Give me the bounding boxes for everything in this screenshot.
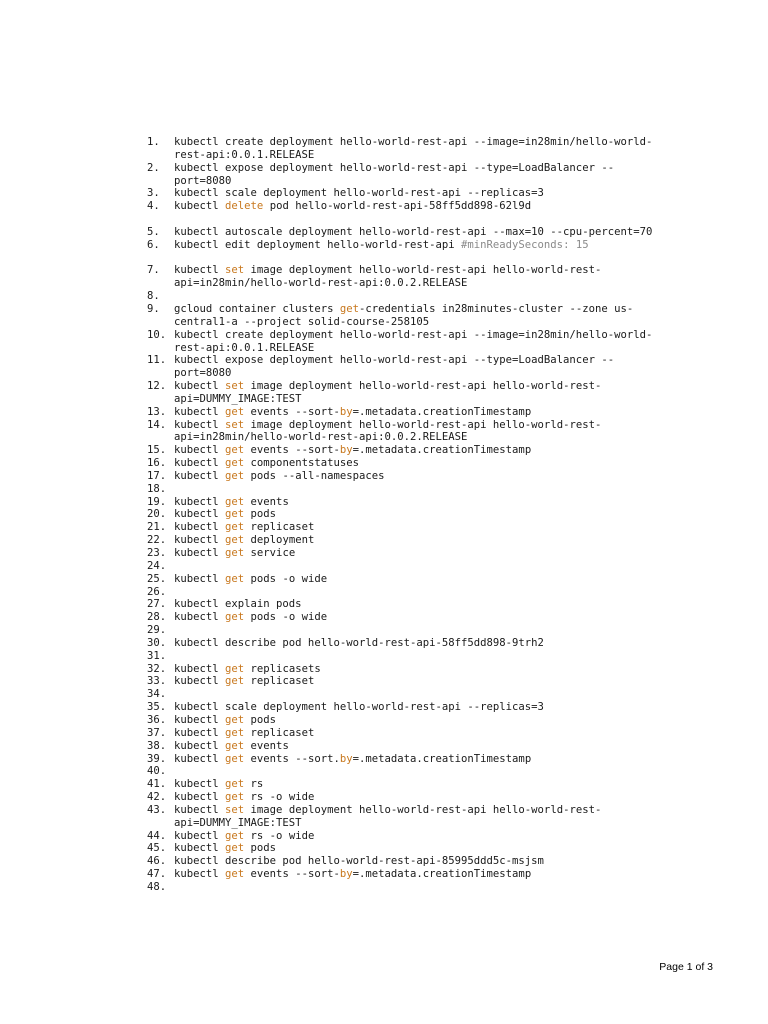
line-number: 24. [147,559,167,572]
code-token: rest-api:0.0.1.RELEASE [174,341,315,354]
line-text [174,406,531,419]
code-line [147,200,652,213]
line-number: 27. [147,598,167,611]
line-text [174,868,531,881]
line-text [174,817,302,830]
code-token: kubectl scale deployment hello-world-rest-api --replicas=3 [174,187,544,200]
keyword-token: delete [225,200,264,213]
code-line [147,226,652,239]
comment-token: #minReadySeconds: 15 [461,238,589,251]
code-line [147,868,652,881]
keyword-token: get [225,457,245,470]
keyword-token: get [225,752,245,765]
line-number [147,817,174,830]
keyword-token: get [225,842,245,855]
code-line [147,264,652,277]
code-line [147,187,652,200]
keyword-token: get [225,829,245,842]
code-token: kubectl autoscale deployment hello-world-rest-api --max=10 --cpu-percent=70 [174,225,653,238]
blank-line [147,213,652,226]
line-number: 16. [147,457,167,470]
code-line [147,560,652,573]
code-token: kubectl [174,752,226,765]
keyword-token: get [225,778,245,791]
line-number: 13. [147,405,167,418]
code-token: pods --all-namespaces [244,469,385,482]
line-number: 31. [147,649,167,662]
code-line [147,740,652,753]
code-line [147,791,652,804]
line-text [174,573,327,586]
line-text [174,200,531,213]
code-line [147,329,652,342]
line-number: 46. [147,855,167,868]
code-token: kubectl create deployment hello-world-rest-api --image=in28min/hello-world- [174,136,653,148]
line-text [174,303,633,316]
line-number: 6. [147,238,160,251]
code-token: pods -o wide [244,572,328,585]
line-number: 37. [147,726,167,739]
line-number: 43. [147,803,167,816]
line-number: 32. [147,662,167,675]
code-token: events --sort- [244,405,340,418]
line-number: 33. [147,675,167,688]
line-text [174,714,276,727]
line-number: 28. [147,611,167,624]
line-number: 17. [147,469,167,482]
line-text [174,547,295,560]
line-text [174,855,544,868]
code-line [147,483,652,496]
code-token: kubectl [174,726,226,739]
code-line [147,444,652,457]
line-number: 47. [147,868,167,881]
keyword-token: set [225,803,245,816]
code-token: kubectl [174,508,226,521]
code-line [147,419,652,432]
code-token: kubectl [174,521,226,534]
line-number: 14. [147,418,167,431]
line-text [174,239,589,252]
line-text [174,534,314,547]
line-number: 8. [147,290,160,303]
code-token: port=8080 [174,174,232,187]
code-token: kubectl [174,405,226,418]
line-text [174,342,314,355]
code-token: componentstatuses [244,457,359,470]
code-token: image deployment hello-world-rest-api hello-world-rest- [244,264,602,277]
line-number: 15. [147,444,167,457]
code-line [147,149,652,162]
code-token: kubectl [174,662,226,675]
code-line [147,573,652,586]
code-token: kubectl [174,418,226,431]
line-number [147,393,174,406]
keyword-token: get [225,791,245,804]
code-line [147,354,652,367]
code-token: events --sort. [244,752,340,765]
code-line [147,714,652,727]
keyword-token: set [225,380,245,393]
code-line [147,406,652,419]
line-number [147,149,174,162]
code-line [147,547,652,560]
code-token: api=DUMMY_IMAGE:TEST [174,816,302,829]
code-token: kubectl scale deployment hello-world-rest-api --replicas=3 [174,701,544,714]
line-text [174,496,289,509]
keyword-token: set [225,264,245,277]
line-text [174,175,231,188]
code-token: gcloud container clusters [174,302,340,315]
line-text [174,637,544,650]
code-line [147,290,652,303]
line-text [174,354,614,367]
keyword-token: get [225,611,245,624]
code-line [147,162,652,175]
code-token: kubectl [174,264,226,277]
code-line [147,817,652,830]
code-token: image deployment hello-world-rest-api hello-world-rest- [244,803,602,816]
code-line [147,457,652,470]
code-token: events [244,495,289,508]
keyword-token: get [225,444,245,457]
code-line [147,765,652,778]
line-text [174,663,321,676]
code-token: replicaset [244,726,315,739]
code-token: kubectl [174,829,226,842]
code-token: api=in28min/hello-world-rest-api:0.0.2.RELEASE [174,431,468,444]
keyword-token: by [339,444,353,457]
line-number: 48. [147,880,167,893]
line-number: 23. [147,547,167,559]
line-text [174,830,314,843]
code-token: image deployment hello-world-rest-api hello-world-rest- [244,380,602,393]
line-text [174,470,385,483]
keyword-token: get [225,521,245,534]
code-line [147,277,652,290]
line-number [147,342,174,355]
code-line [147,136,652,149]
code-token: rest-api:0.0.1.RELEASE [174,148,315,161]
code-line [147,534,652,547]
line-text [174,753,531,766]
line-text [174,316,429,329]
code-token: deployment [244,534,315,547]
line-text [174,778,263,791]
code-token: kubectl [174,611,226,624]
keyword-token: get [225,495,245,508]
code-token: kubectl [174,842,226,855]
code-line [147,804,652,817]
code-token: kubectl [174,444,226,457]
code-line [147,303,652,316]
code-line [147,316,652,329]
code-token: pods [244,713,277,726]
code-line [147,881,652,894]
code-token: =.metadata.creationTimestamp [352,444,532,457]
line-number [147,367,174,380]
line-number [147,316,174,329]
page-number: Page 1 of 3 [659,961,713,973]
code-line [147,598,652,611]
code-token: replicasets [244,662,321,675]
code-token: kubectl [174,791,226,804]
keyword-token: get [225,739,245,752]
line-number [147,175,174,188]
code-line [147,778,652,791]
line-number: 10. [147,328,167,341]
code-token: kubectl [174,469,226,482]
line-number: 29. [147,624,167,637]
code-line [147,175,652,188]
line-number: 5. [147,225,160,238]
code-token: kubectl describe pod hello-world-rest-api-85995ddd5c-msjsm [174,855,544,868]
code-token: kubectl [174,713,226,726]
code-token: image deployment hello-world-rest-api hello-world-rest- [244,418,602,431]
code-line [147,675,652,688]
code-token: kubectl [174,675,226,688]
code-token: kubectl explain pods [174,598,302,611]
line-number: 20. [147,508,167,521]
code-line [147,637,652,650]
line-text [174,329,652,342]
code-line [147,496,652,509]
code-token: -credentials in28minutes-cluster --zone us- [358,302,634,315]
code-line [147,624,652,637]
line-number: 18. [147,482,167,495]
line-text [174,740,289,753]
line-number: 1. [147,136,160,148]
line-text [174,431,467,444]
keyword-token: get [225,713,245,726]
line-number: 12. [147,380,167,393]
line-text [174,727,314,740]
line-number: 40. [147,765,167,778]
code-line [147,380,652,393]
code-line [147,688,652,701]
code-token: pods -o wide [244,611,328,624]
line-number [147,431,174,444]
code-line [147,650,652,663]
code-token: rs -o wide [244,829,315,842]
code-token: kubectl [174,380,226,393]
code-token: events [244,739,289,752]
code-token: kubectl [174,495,226,508]
code-token: kubectl [174,778,226,791]
code-line [147,521,652,534]
code-token: kubectl [174,803,226,816]
code-token: events --sort- [244,868,340,881]
code-token: rs -o wide [244,791,315,804]
code-token: kubectl expose deployment hello-world-rest-api --type=LoadBalancer -- [174,354,615,367]
line-text [174,791,314,804]
line-text [174,804,601,817]
code-line [147,855,652,868]
keyword-token: by [339,405,353,418]
code-token: kubectl edit deployment hello-world-rest-api [174,238,462,251]
code-line [147,508,652,521]
keyword-token: get [225,469,245,482]
code-token: kubectl create deployment hello-world-rest-api --image=in28min/hello-world- [174,328,653,341]
line-text [174,675,314,688]
code-line [147,239,652,252]
line-text [174,393,302,406]
code-token: =.metadata.creationTimestamp [352,752,532,765]
line-number: 39. [147,752,167,765]
blank-line [147,252,652,265]
code-token: pods [244,842,277,855]
keyword-token: get [225,547,245,559]
line-number: 26. [147,585,167,598]
code-line [147,611,652,624]
line-text [174,457,359,470]
code-line [147,727,652,740]
line-number: 2. [147,161,160,174]
code-token: kubectl [174,739,226,752]
code-token: events --sort- [244,444,340,457]
code-token: central1-a --project solid-course-258105 [174,315,430,328]
code-token: pods [244,508,277,521]
code-token: api=DUMMY_IMAGE:TEST [174,392,302,405]
code-token: replicaset [244,521,315,534]
code-token: kubectl [174,534,226,547]
code-token: kubectl [174,547,226,559]
keyword-token: by [339,868,353,881]
line-number: 7. [147,264,160,277]
code-token: kubectl expose deployment hello-world-rest-api --type=LoadBalancer -- [174,161,615,174]
line-text [174,842,276,855]
code-token: service [244,547,296,559]
line-number: 30. [147,636,167,649]
code-line [147,663,652,676]
line-number: 38. [147,739,167,752]
keyword-token: get [225,726,245,739]
line-text [174,136,652,149]
code-line [147,586,652,599]
code-token: kubectl [174,457,226,470]
line-number: 36. [147,713,167,726]
code-token: =.metadata.creationTimestamp [352,868,532,881]
line-text [174,264,601,277]
line-number: 19. [147,495,167,508]
code-token: pod hello-world-rest-api-58ff5dd898-62l9d [263,200,532,213]
keyword-token: get [339,302,359,315]
line-number: 22. [147,534,167,547]
line-number: 21. [147,521,167,534]
line-number [147,277,174,290]
keyword-token: get [225,508,245,521]
code-line [147,701,652,714]
code-line [147,830,652,843]
line-text [174,187,544,200]
code-line [147,753,652,766]
line-text [174,226,652,239]
line-text [174,367,231,380]
code-line [147,367,652,380]
keyword-token: get [225,675,245,688]
code-token: kubectl [174,572,226,585]
line-number: 41. [147,778,167,791]
code-token: kubectl [174,868,226,881]
keyword-token: get [225,534,245,547]
keyword-token: by [339,752,353,765]
code-token: replicaset [244,675,315,688]
line-number: 45. [147,842,167,855]
line-number: 25. [147,572,167,585]
line-number: 44. [147,829,167,842]
line-text [174,419,601,432]
line-number: 3. [147,187,160,200]
line-text [174,521,314,534]
line-number: 9. [147,302,160,315]
line-text [174,149,314,162]
line-text [174,701,544,714]
code-token: =.metadata.creationTimestamp [352,405,532,418]
line-text [174,611,327,624]
line-number: 34. [147,688,167,701]
code-line [147,842,652,855]
code-token: kubectl [174,200,226,213]
keyword-token: get [225,662,245,675]
code-listing [147,136,652,894]
keyword-token: set [225,418,245,431]
keyword-token: get [225,572,245,585]
line-text [174,444,531,457]
line-number: 35. [147,701,167,714]
line-number: 42. [147,791,167,804]
code-token: rs [244,778,264,791]
line-number: 11. [147,354,167,367]
line-text [174,598,302,611]
line-text [174,277,467,290]
code-line [147,431,652,444]
code-token: api=in28min/hello-world-rest-api:0.0.2.RELEASE [174,277,468,290]
code-line [147,342,652,355]
keyword-token: get [225,405,245,418]
code-line [147,470,652,483]
line-text [174,162,614,175]
line-text [174,508,276,521]
line-number: 4. [147,200,160,213]
code-line [147,393,652,406]
code-token: kubectl describe pod hello-world-rest-api-58ff5dd898-9trh2 [174,636,544,649]
line-text [174,380,601,393]
keyword-token: get [225,868,245,881]
code-token: port=8080 [174,367,232,380]
